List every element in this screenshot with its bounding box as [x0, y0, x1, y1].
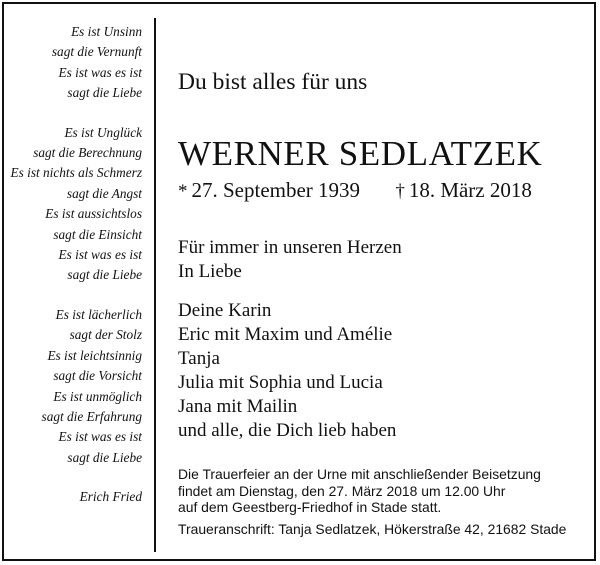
mourner: Tanja [178, 348, 220, 369]
mourner: Deine Karin [178, 300, 272, 321]
death-cross-icon: † [395, 181, 405, 202]
poem-stanza-1 [8, 22, 142, 104]
poem-line: Es ist was es ist [58, 247, 142, 263]
vertical-divider [154, 18, 156, 552]
poem-line: Es ist nichts als Schmerz [10, 165, 142, 181]
dedication-line: Für immer in unseren Herzen [178, 237, 402, 258]
poem-line: sagt der Stolz [69, 327, 142, 343]
poem-line: Es ist was es ist [58, 429, 142, 445]
mourning-address: Traueranschrift: Tanja Sedlatzek, Hökerstraße 42, 21682 Stade [178, 520, 567, 537]
mourners-list [178, 299, 396, 443]
mourner: und alle, die Dich lieb haben [178, 420, 397, 441]
poem-line: sagt die Erfahrung [41, 408, 142, 424]
poem-line: sagt die Liebe [67, 85, 142, 101]
dedication [178, 236, 402, 284]
birth-date: 27. September 1939 [191, 178, 361, 202]
death-date: 18. März 2018 [408, 178, 532, 202]
poem [8, 22, 142, 508]
notice-line: Die Trauerfeier an der Urne mit anschließender Beisetzung [178, 466, 541, 482]
birth-star-icon: * [178, 181, 188, 202]
poem-line: sagt die Vorsicht [53, 368, 142, 384]
deceased-name: WERNER SEDLATZEK [178, 134, 543, 173]
notice-line: findet am Dienstag, den 27. März 2018 um 12.00 Uhr [178, 482, 506, 499]
poem-line: Es ist aussichtslos [45, 206, 142, 222]
poem-line: Es ist Unglück [64, 124, 142, 140]
poem-line: Es ist lächerlich [55, 306, 142, 322]
headline: Du bist alles für uns [178, 69, 368, 95]
funeral-notice [178, 466, 590, 537]
mourner: Jana mit Mailin [178, 396, 298, 417]
poem-line: sagt die Liebe [67, 267, 142, 283]
poem-line: Es ist leichtsinnig [47, 347, 142, 363]
poem-author: Erich Fried [79, 489, 142, 505]
poem-line: sagt die Vernunft [51, 44, 142, 60]
poem-line: Es ist Unsinn [71, 24, 142, 39]
poem-stanza-2 [8, 123, 142, 286]
poem-line: Es ist was es ist [58, 64, 142, 80]
mourner: Eric mit Maxim und Amélie [178, 324, 393, 345]
poem-line: Es ist unmöglich [53, 388, 142, 404]
notice-line: auf dem Geestberg-Friedhof in Stade statt. [178, 499, 442, 515]
poem-line: sagt die Einsicht [53, 226, 142, 242]
poem-stanza-3 [8, 305, 142, 468]
poem-line: sagt die Angst [66, 185, 142, 201]
poem-line: sagt die Liebe [67, 449, 142, 465]
dedication-line: In Liebe [178, 261, 242, 282]
death-date-group [395, 178, 532, 202]
mourner: Julia mit Sophia und Lucia [178, 372, 383, 393]
obituary-frame [2, 2, 596, 561]
life-dates [178, 178, 532, 203]
poem-line: sagt die Berechnung [33, 145, 142, 161]
